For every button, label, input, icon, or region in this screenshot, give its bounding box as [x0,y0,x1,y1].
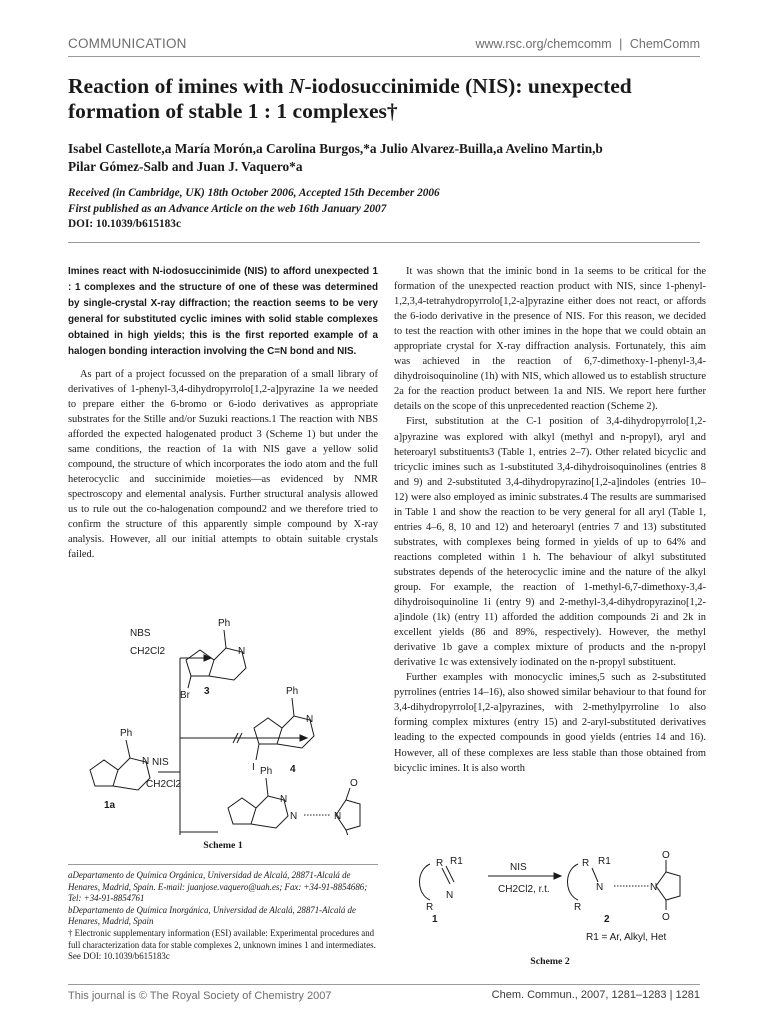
publication-info [68,186,708,233]
scheme1-4-ph: Ph [286,686,299,697]
left-paragraph-1: As part of a project focussed on the preparation of a small library of derivatives of 1-phenyl-3,4-dihydropyrrolo[1,2-a]pyrazine 1a we needed to prepare either the 6-bromo or 6-iodo derivatives as appropriate substrates for the Stille and/or Suzuki reactions.1 The reaction with NBS afforded the expected halogenated product 3 (Scheme 1) but under the same conditions, the reaction of 1a with NIS gave a yellow solid compound, the structure of which incorporates the iodo atom and the full heterocyclic and succinimide moieties—as evidenced by NMR spectroscopy and elemental analysis. Further structural analysis allowed us to rule out the co-halogenation compound2 and we therefore tried to confirm the structure of this apparently simple compound by X-ray analysis. However, all our initial attempts to obtain suitable crystals failed. [68,368,378,561]
right-column [394,264,706,776]
footnote-b: bDepartamento de Química Inorgánica, Universidad de Alcalá, 28871-Alcalá de Henares, Madrid, Spain [68,904,356,927]
scheme2-1-r: R [436,858,444,869]
scheme1-3-br: Br [180,690,190,701]
scheme2-label-1: 1 [432,914,438,925]
scheme2-2-r: R [582,858,590,869]
scheme1-4-i: I [252,762,255,773]
title-line1-b: -iodosuccinimide (NIS): unexpected [304,74,632,98]
scheme2-2-n-succ: N [650,882,658,893]
citation-footer: Chem. Commun., 2007, 1281–1283 | 1281 [491,989,700,1001]
scheme1-label-4: 4 [290,764,296,775]
copyright-footer: This journal is © The Royal Society of Chemistry 2007 [68,990,332,1002]
scheme-1-figure [68,600,378,835]
header-rule [68,56,700,57]
right-paragraph-2: First, substitution at the C-1 position of 3,4-dihydropyrrolo[1,2-a]pyrazine was explored with alkyl (methyl and n-propyl), aryl and heteroaryl substituents3 (Table 1, entries 2–7). Other related bicyclic and tricyclic imines such as 1-substituted 3,4-dihydroisoquinolines (entries 8 and 9) and 2-substituted 3,4-dihydropyrazino[1,2-a]indoles (entries 10–12) were also employed as iminic substrates.4 The results are summarised in Table 1 and show the reaction to be very general for all aryl (Table 1, entries 4–6, 8, 10 and 12) and heteroaryl (entries 7 and 13) substituted substrates, with complexes being formed in yields of up to 64% and reactions completed within 1 h. The behaviour of alkyl substituted substrates depends of the heterocyclic imine and the nature of the alkyl group. For example, the reaction of 1-methyl-6,7-dimethoxy-3,4-dihydroisoquinoline 1i (entry 9) and 2-methyl-3,4-dihydropyrazino[1,2-a]indole (1k) (entry 11) afforded the addition compounds 2i and 2k in excellent yields (86 and 89%, respectively). However, the methyl derivative 1b gave a complex mixture of products and the n-propyl derivative 1c was extensively iodinated on the n-propyl substituent. [394,416,706,669]
footnote-dagger: † Electronic supplementary information (ESI) available: Experimental procedures and full characterization data for stable complexes 2, unknown imines 1 and intermediates. See DOI: 10.1039/b615183c [68,927,376,962]
scheme2-2-n: N [596,882,604,893]
scheme2-2-r-bottom: R [574,902,582,913]
authors-line2: Pilar Gómez-Salb and Juan J. Vaquero*a [68,159,303,174]
left-column [68,264,378,562]
scheme2-succinimide [656,872,680,900]
footnote-a: aDepartamento de Química Orgánica, Universidad de Alcalá, 28871-Alcalá de Henares, Madrid, Spain. E-mail: juanjose.vaquero@uah.es; Fax: +34-91-8854686; Tel: +34-91-8854761 [68,870,368,904]
scheme1-2a-o1: O [350,778,358,789]
scheme2-label-2: 2 [604,914,610,925]
scheme1-1a-ph-bond [126,740,130,758]
scheme2-2-r1: R1 [598,856,611,867]
scheme1-4-n: N [306,714,314,725]
title-line2: formation of stable 1 : 1 complexes† [68,99,398,123]
first-published: First published as an Advance Article on the web 16th January 2007 [68,202,387,215]
scheme1-2a-pyrrole [228,798,256,824]
footer-rule [68,984,700,985]
section-label: COMMUNICATION [68,36,187,51]
title-line1-italic: N [288,74,305,98]
scheme1-1a-n: N [142,756,150,767]
abstract: Imines react with N-iodosuccinimide (NIS) to afford unexpected 1 : 1 complexes and the structure of one of these was determined by single-crystal X-ray diffraction; the reaction seems to be very general for substituted cyclic imines with solid stable complexes obtained in high yields; this is the first reported example of a halogen bonding interaction involving the C=N bond and NIS. [68,266,378,358]
scheme1-2a-n-succ: N [334,811,342,822]
scheme2-2-o2: O [662,912,670,923]
scheme-1-caption: Scheme 1 [203,840,243,851]
scheme2-1-r1: R1 [450,856,463,867]
scheme1-1a-pyrrole [90,760,118,786]
scheme2-1-r-bottom: R [426,902,434,913]
title-block-rule [68,242,700,243]
scheme2-2-ring [568,864,579,900]
scheme1-4-pyrrole [254,718,282,744]
scheme1-nis-label: NIS [152,757,169,768]
footnote-rule [68,864,378,865]
scheme1-solvent-1: CH2Cl2 [130,646,166,657]
doi[interactable]: DOI: 10.1039/b615183c [68,218,181,230]
journal-name: ChemComm [629,37,700,51]
scheme1-nbs-label: NBS [130,628,151,639]
authors-line1: Isabel Castellote,a María Morón,a Carolina Burgos,*a Julio Alvarez-Builla,a Avelino Martin,b [68,141,603,156]
right-paragraph-1: It was shown that the iminic bond in 1a seems to be critical for the formation of the unexpected reaction product with NIS, since 1-phenyl-1,2,3,4-tetrahydropyrrolo[1,2-a]pyrazine either does not react, or affords the 6-iodo derivative in the presence of NIS. For this reason, we decided to test the reaction with other imines in the hope that we could obtain an appropriate crystal for X-ray diffraction analysis. Fortunately, this aim was achieved in the reaction of 6,7-dimethoxy-1-phenyl-3,4-dihydroisoquinoline (1h) with NIS, which allowed us to establish structure 2a for the reaction product between 1a and NIS. We report here further details on the scope of this unprecedented reaction (Scheme 2). [394,266,706,413]
scheme1-label-3: 3 [204,686,210,697]
scheme1-3-ph: Ph [218,618,231,629]
scheme2-nis: NIS [510,862,527,873]
scheme1-2a-n: N [280,794,288,805]
scheme1-solvent-2: CH2Cl2 [146,779,182,790]
scheme2-2-o1: O [662,850,670,861]
scheme-2-figure [400,846,700,946]
scheme1-label-1a: 1a [104,800,116,811]
scheme1-3-n: N [238,646,246,657]
title-line1-a: Reaction of imines with [68,74,289,98]
scheme1-2a-n-i: N [290,811,298,822]
scheme2-1-ring [420,864,431,900]
author-list [68,140,708,176]
article-title [68,74,708,124]
journal-header [475,37,700,51]
header-separator: | [619,37,623,51]
journal-url[interactable]: www.rsc.org/chemcomm [475,37,612,51]
scheme1-3-pyrrole [186,650,214,676]
scheme2-conditions: CH2Cl2, r.t. [498,884,550,895]
footnotes [68,870,378,963]
scheme2-legend: R1 = Ar, Alkyl, Het [586,932,667,943]
right-paragraph-3: Further examples with monocyclic imines,5 such as 2-substituted pyrrolines (entries 14–16), also showed similar behaviour to that found for 3,4-dihydropyrrolo[1,2-a]pyrazines, with 2-methylpyrroline 1o also forming complex mixtures (entry 15) and 2-aryl-substituted derivatives leading to the expected compounds in good yields (entries 14 and 16). However, all of these complexes are less stable than those obtained from bicyclic imines. It is also worth [394,672,706,774]
scheme1-1a-ph: Ph [120,728,133,739]
scheme2-1-n: N [446,890,454,901]
scheme1-2a-ph: Ph [260,766,273,777]
received-date: Received (in Cambridge, UK) 18th October 2006, Accepted 15th December 2006 [68,187,440,199]
scheme-2-caption: Scheme 2 [530,956,570,967]
